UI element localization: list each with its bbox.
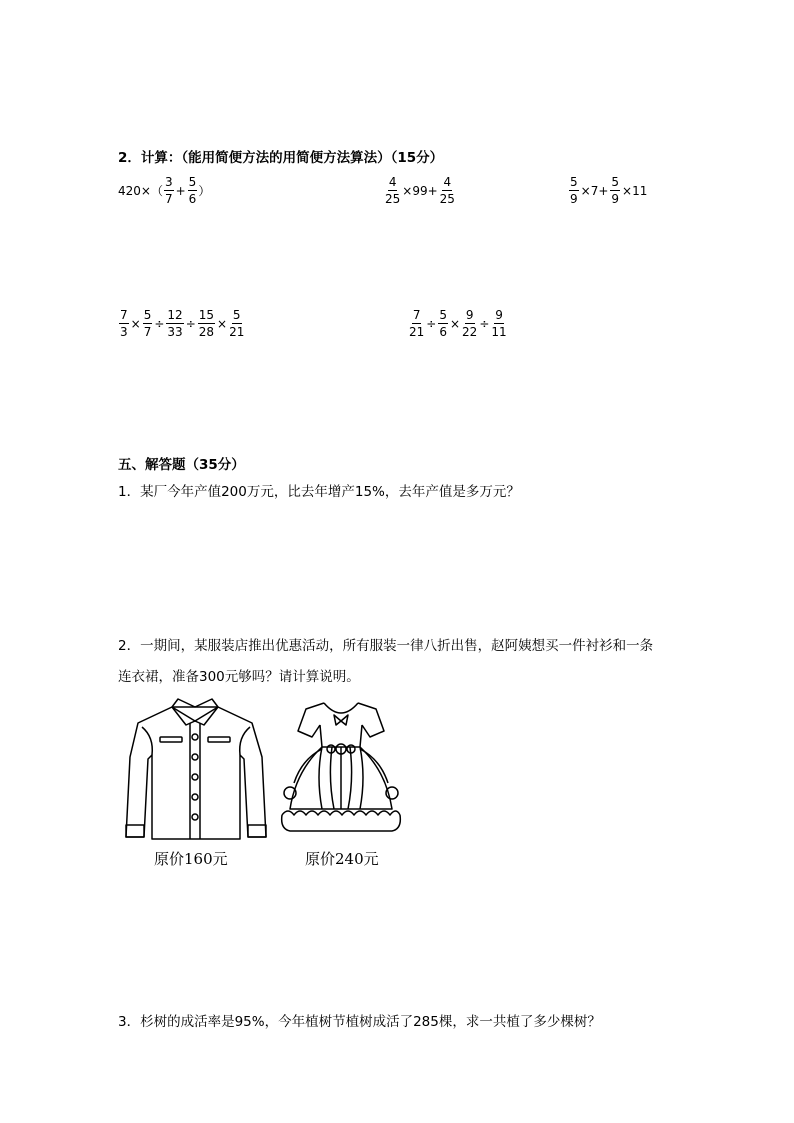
- denominator: 21: [229, 325, 245, 339]
- operator: ×: [130, 316, 141, 331]
- expr-1-prefix: 420×（: [118, 184, 163, 198]
- fraction: [462, 309, 477, 338]
- denominator: 33: [167, 325, 183, 339]
- question-1: 1．某厂今年产值200万元，比去年增产15%，去年产值是多万元？: [118, 484, 520, 500]
- operator: ÷: [426, 316, 437, 331]
- question-2-line-2: 连衣裙，准备300元够吗？请计算说明。: [118, 669, 360, 685]
- operator: ×99+: [402, 183, 438, 198]
- expr-1: [118, 176, 210, 205]
- denominator: 22: [462, 325, 478, 339]
- denominator: 9: [570, 192, 578, 206]
- dress-price-caption: 原价240元: [305, 850, 379, 868]
- expr-2: [384, 176, 456, 205]
- numerator: 7: [120, 308, 128, 322]
- numerator: 4: [443, 175, 452, 189]
- denominator: 28: [198, 325, 215, 339]
- dress-illustration: [276, 697, 406, 845]
- shirt-illustration: [120, 697, 270, 845]
- expr-1-fraction-a: [164, 176, 174, 205]
- question-3: 3．杉树的成活率是95%，今年植树节植树成活了285棵，求一共植了多少棵树？: [118, 1014, 601, 1030]
- expr-3-suffix: ×11: [622, 183, 648, 198]
- expr-3: [568, 176, 648, 205]
- denominator: 25: [439, 192, 455, 206]
- denominator: 6: [188, 192, 197, 206]
- question-2-line-1: 2．一期间，某服装店推出优惠活动，所有服装一律八折出售，赵阿姨想买一件衬衫和一条: [118, 638, 654, 654]
- numerator: 5: [232, 308, 241, 322]
- shirt-price-caption: 原价160元: [154, 850, 228, 868]
- expr-1-suffix: ）: [198, 184, 211, 198]
- expr-3-fraction-b: [610, 176, 620, 205]
- numerator: 5: [570, 175, 578, 189]
- operator: ÷: [185, 316, 196, 331]
- operator: ÷: [479, 316, 490, 331]
- fraction: [438, 309, 448, 338]
- fraction: [119, 309, 129, 338]
- expr-5: [408, 309, 508, 338]
- expr-3-fraction-a: [569, 176, 579, 205]
- denominator: 7: [143, 325, 152, 339]
- fraction: [491, 309, 506, 338]
- denominator: 9: [611, 192, 620, 206]
- denominator: 21: [409, 325, 425, 339]
- operator: ×: [449, 316, 461, 331]
- denominator: 7: [164, 192, 173, 206]
- operator: ×: [217, 316, 228, 331]
- numerator: 3: [164, 175, 173, 189]
- numerator: 7: [412, 308, 421, 322]
- denominator: 3: [120, 325, 128, 339]
- numerator: 12: [167, 308, 183, 322]
- denominator: 6: [439, 325, 447, 339]
- numerator: 15: [198, 308, 215, 322]
- fraction: [198, 309, 215, 338]
- fraction: [143, 309, 153, 338]
- numerator: 9: [495, 308, 503, 322]
- section-five-heading: 五、解答题（35分）: [118, 457, 245, 473]
- fraction: [229, 309, 244, 338]
- numerator: 5: [188, 175, 197, 189]
- operator: +: [175, 183, 186, 198]
- denominator: 25: [385, 192, 401, 206]
- expr-2-fraction-a: [385, 176, 400, 205]
- expr-4: [118, 309, 245, 338]
- numerator: 4: [388, 175, 397, 189]
- expr-1-fraction-b: [188, 176, 198, 205]
- numerator: 5: [143, 308, 152, 322]
- denominator: 11: [491, 325, 507, 339]
- fraction: [409, 309, 424, 338]
- operator: ÷: [154, 316, 165, 331]
- calc-heading: 2．计算：（能用简便方法的用简便方法算法）（15分）: [118, 150, 444, 166]
- fraction: [166, 309, 183, 338]
- numerator: 5: [611, 175, 620, 189]
- numerator: 9: [465, 308, 474, 322]
- numerator: 5: [439, 308, 447, 322]
- operator: ×7+: [580, 183, 609, 198]
- expr-2-fraction-b: [440, 176, 455, 205]
